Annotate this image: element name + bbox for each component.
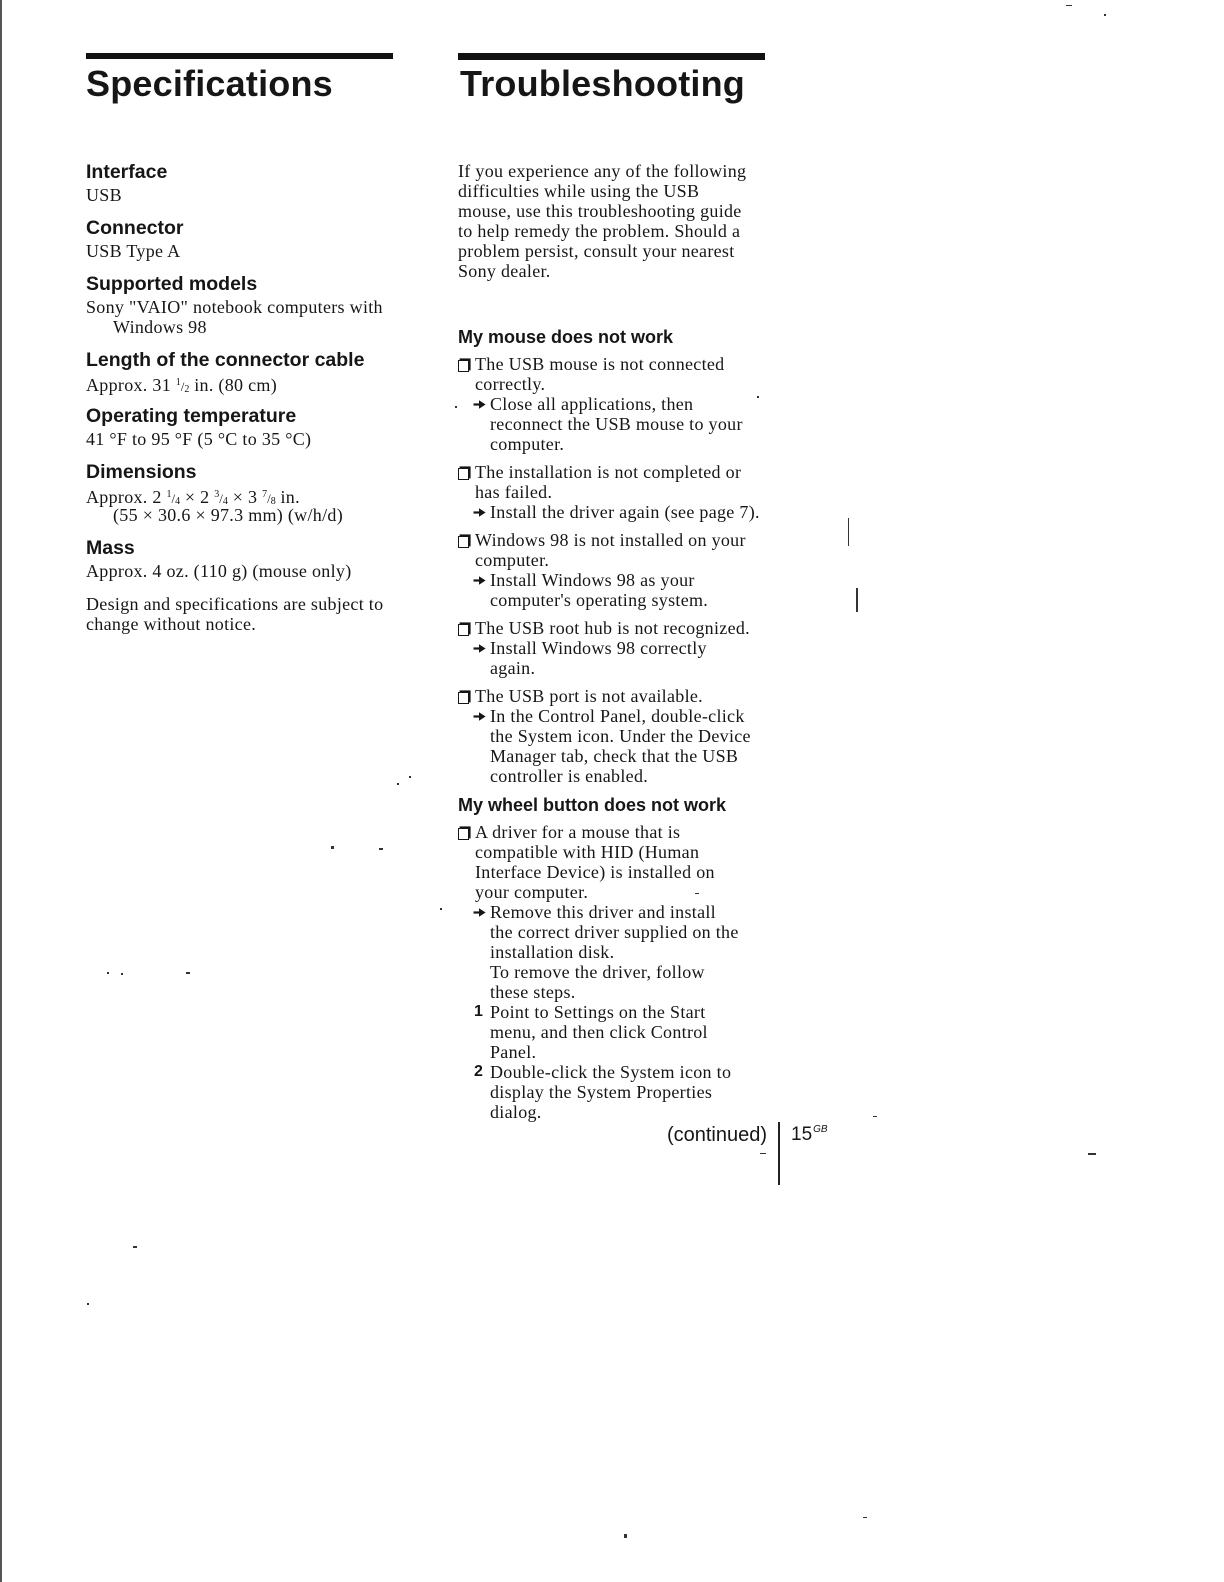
remedy-text: controller is enabled. <box>490 766 649 786</box>
spec-connector <box>86 215 406 261</box>
step-line <box>458 1082 788 1102</box>
spec-heading: Dimensions <box>86 461 197 483</box>
problem-line <box>458 530 788 550</box>
spec-value <box>86 373 406 393</box>
intro-line: If you experience any of the following <box>458 161 747 181</box>
intro-line: to help remedy the problem. Should a <box>458 221 741 241</box>
spec-heading: Connector <box>86 217 184 239</box>
problem-item <box>458 354 788 454</box>
specifications-column <box>86 159 406 634</box>
checkbox-icon <box>458 692 469 704</box>
scan-speck <box>455 406 457 408</box>
remedy-line <box>458 434 788 454</box>
step-number: 2 <box>474 1063 484 1080</box>
intro-line: Sony dealer. <box>458 261 551 281</box>
arrow-icon <box>473 643 486 654</box>
problem-text: compatible with HID (Human <box>475 842 700 862</box>
remedy-line <box>458 590 788 610</box>
scan-speck <box>397 783 399 785</box>
spec-value: Sony "VAIO" notebook computers with <box>86 297 383 317</box>
scan-speck <box>133 1246 137 1248</box>
fraction-numerator: 3 <box>214 489 220 500</box>
remedy-line <box>458 922 788 942</box>
remedy-text: Install Windows 98 as your <box>490 570 695 590</box>
remedy-text: In the Control Panel, double-click <box>490 706 745 726</box>
step-line <box>458 1062 788 1082</box>
fraction-numerator: 7 <box>262 489 268 500</box>
note-line: change without notice. <box>86 614 257 634</box>
continued-label: (continued) <box>666 1124 767 1146</box>
troubleshooting-column <box>458 161 788 1122</box>
arrow-icon <box>473 907 486 918</box>
problem-item <box>458 618 788 678</box>
problem-line <box>458 354 788 374</box>
scan-mark <box>848 518 849 546</box>
page-number-suffix: GB <box>813 1124 828 1135</box>
scan-speck <box>873 1116 877 1117</box>
scan-speck <box>121 973 123 975</box>
note-line: Design and specifications are subject to <box>86 594 384 614</box>
fraction-denominator: 4 <box>222 496 228 507</box>
specifications-rule <box>86 53 393 59</box>
remedy-text: the correct driver supplied on the <box>490 922 739 942</box>
arrow-icon <box>473 399 486 410</box>
intro-line: difficulties while using the USB <box>458 181 700 201</box>
step-text: dialog. <box>490 1102 542 1122</box>
spec-value: Windows 98 <box>113 317 207 337</box>
fraction-slash: / <box>219 491 223 506</box>
problem-line <box>458 686 788 706</box>
problem-text: The USB port is not available. <box>475 686 703 706</box>
spec-cable-length <box>86 347 406 393</box>
page-number <box>791 1122 828 1148</box>
remedy-text: installation disk. <box>490 942 615 962</box>
step-line <box>458 1022 788 1042</box>
remedy-text: Install the driver again (see page 7). <box>490 502 760 522</box>
problem-text: The installation is not completed or <box>475 462 742 482</box>
checkbox-icon <box>458 468 469 480</box>
spec-heading: Length of the connector cable <box>86 349 365 371</box>
fraction-slash: / <box>180 379 185 394</box>
spec-value: 41 °F to 95 °F (5 °C to 35 °C) <box>86 429 312 449</box>
problem-text: A driver for a mouse that is <box>475 822 681 842</box>
intro-line: mouse, use this troubleshooting guide <box>458 201 742 221</box>
problem-item <box>458 686 788 786</box>
intro-line: problem persist, consult your nearest <box>458 241 735 261</box>
remedy-line <box>458 766 788 786</box>
step-text: display the System Properties <box>490 1082 713 1102</box>
remedy-line <box>458 414 788 434</box>
troubleshooting-title: Troubleshooting <box>460 63 745 104</box>
spec-operating-temperature <box>86 403 406 449</box>
scan-speck <box>624 1534 627 1538</box>
remedy-text: computer. <box>490 434 565 454</box>
spec-heading: Mass <box>86 537 135 559</box>
spec-note <box>86 594 406 634</box>
arrow-icon <box>473 507 486 518</box>
problem-line <box>458 882 788 902</box>
remedy-text: Install Windows 98 correctly <box>490 638 707 658</box>
spec-mass <box>86 535 406 581</box>
remedy-line <box>458 658 788 678</box>
remedy-line <box>458 570 788 590</box>
arrow-icon <box>473 575 486 586</box>
intro-paragraph <box>458 161 788 281</box>
fraction-slash: / <box>267 491 271 506</box>
remedy-text: the System icon. Under the Device <box>490 726 751 746</box>
scan-speck <box>186 972 190 974</box>
fraction-denominator: 2 <box>184 384 190 395</box>
scan-speck <box>863 1517 867 1518</box>
remedy-text: Manager tab, check that the USB <box>490 746 739 766</box>
problem-line <box>458 862 788 882</box>
remedy-text: Close all applications, then <box>490 394 694 414</box>
text-part: in. <box>275 487 300 507</box>
scan-speck <box>107 972 109 974</box>
remedy-note-text: To remove the driver, follow <box>490 962 705 982</box>
remedy-text: reconnect the USB mouse to your <box>490 414 743 434</box>
remedy-note-line <box>458 982 788 1002</box>
remedy-line <box>458 706 788 726</box>
spec-value: Approx. 4 oz. (110 g) (mouse only) <box>86 561 352 581</box>
fraction-numerator: 1 <box>166 489 172 500</box>
problem-text: Interface Device) is installed on <box>475 862 715 882</box>
step-line <box>458 1002 788 1022</box>
step-line <box>458 1042 788 1062</box>
scan-speck <box>331 846 334 849</box>
step-text: Point to Settings on the Start <box>490 1002 706 1022</box>
problem-text: has failed. <box>475 482 553 502</box>
remedy-line <box>458 638 788 658</box>
spec-value: (55 × 30.6 × 97.3 mm) (w/h/d) <box>113 505 343 525</box>
remedy-text: again. <box>490 658 536 678</box>
remedy-line <box>458 942 788 962</box>
problem-text: Windows 98 is not installed on your <box>475 530 746 550</box>
problem-item <box>458 462 788 522</box>
remedy-line <box>458 394 788 414</box>
spec-heading: Supported models <box>86 273 258 295</box>
problem-line <box>458 550 788 570</box>
scan-speck <box>440 908 442 910</box>
fraction-numerator: 1 <box>175 377 181 388</box>
spec-interface <box>86 159 406 205</box>
problem-text: The USB mouse is not connected <box>475 354 725 374</box>
remedy-note-line <box>458 962 788 982</box>
spec-value: USB Type A <box>86 241 181 261</box>
problem-item <box>458 530 788 610</box>
section-heading-mouse: My mouse does not work <box>458 327 674 347</box>
problem-text: your computer. <box>475 882 589 902</box>
problem-text: The USB root hub is not recognized. <box>475 618 750 638</box>
spec-heading: Operating temperature <box>86 405 297 427</box>
spec-dimensions <box>86 459 406 525</box>
step-line <box>458 1102 788 1122</box>
spec-heading: Interface <box>86 161 168 183</box>
remedy-line <box>458 746 788 766</box>
scan-speck <box>760 1153 766 1154</box>
problem-line <box>458 822 788 842</box>
scan-edge-left <box>0 0 2 1582</box>
scan-speck <box>87 1303 89 1305</box>
remedy-text: Remove this driver and install <box>490 902 716 922</box>
scan-speck <box>379 848 383 850</box>
text-part: in. (80 cm) <box>189 375 278 395</box>
remedy-note-text: these steps. <box>490 982 576 1002</box>
scan-speck <box>409 776 411 778</box>
checkbox-icon <box>458 624 469 636</box>
step-text: Double-click the System icon to <box>490 1062 732 1082</box>
scan-speck <box>1088 1153 1096 1155</box>
checkbox-icon <box>458 536 469 548</box>
text-part: Approx. 2 <box>86 487 167 507</box>
spec-value: USB <box>86 185 122 205</box>
problem-text: computer. <box>475 550 550 570</box>
scan-mark <box>856 588 858 612</box>
step-text: Panel. <box>490 1042 537 1062</box>
remedy-line <box>458 726 788 746</box>
page-divider <box>778 1122 780 1185</box>
remedy-line <box>458 502 788 522</box>
remedy-line <box>458 902 788 922</box>
specifications-title: Specifications <box>86 63 333 104</box>
step-text: menu, and then click Control <box>490 1022 708 1042</box>
checkbox-icon <box>458 360 469 372</box>
step-number: 1 <box>474 1003 484 1020</box>
fraction-denominator: 8 <box>270 496 276 507</box>
scan-speck <box>1104 14 1106 16</box>
troubleshooting-rule <box>458 53 765 60</box>
fraction-denominator: 4 <box>175 496 181 507</box>
problem-line <box>458 462 788 482</box>
arrow-icon <box>473 711 486 722</box>
problem-text: correctly. <box>475 374 546 394</box>
page-number-value: 15 <box>791 1124 813 1145</box>
spec-value <box>86 485 406 505</box>
scan-speck <box>1066 5 1072 6</box>
problem-line <box>458 482 788 502</box>
text-part: Approx. 31 <box>86 375 176 395</box>
problem-line <box>458 842 788 862</box>
text-part: × 3 <box>227 487 263 507</box>
remedy-text: computer's operating system. <box>490 590 709 610</box>
checkbox-icon <box>458 828 469 840</box>
text-part: × 2 <box>180 487 215 507</box>
problem-line <box>458 618 788 638</box>
spec-supported-models <box>86 271 406 337</box>
problem-line <box>458 374 788 394</box>
section-heading-wheel: My wheel button does not work <box>458 795 727 815</box>
problem-item <box>458 822 788 1122</box>
fraction-slash: / <box>171 491 176 506</box>
